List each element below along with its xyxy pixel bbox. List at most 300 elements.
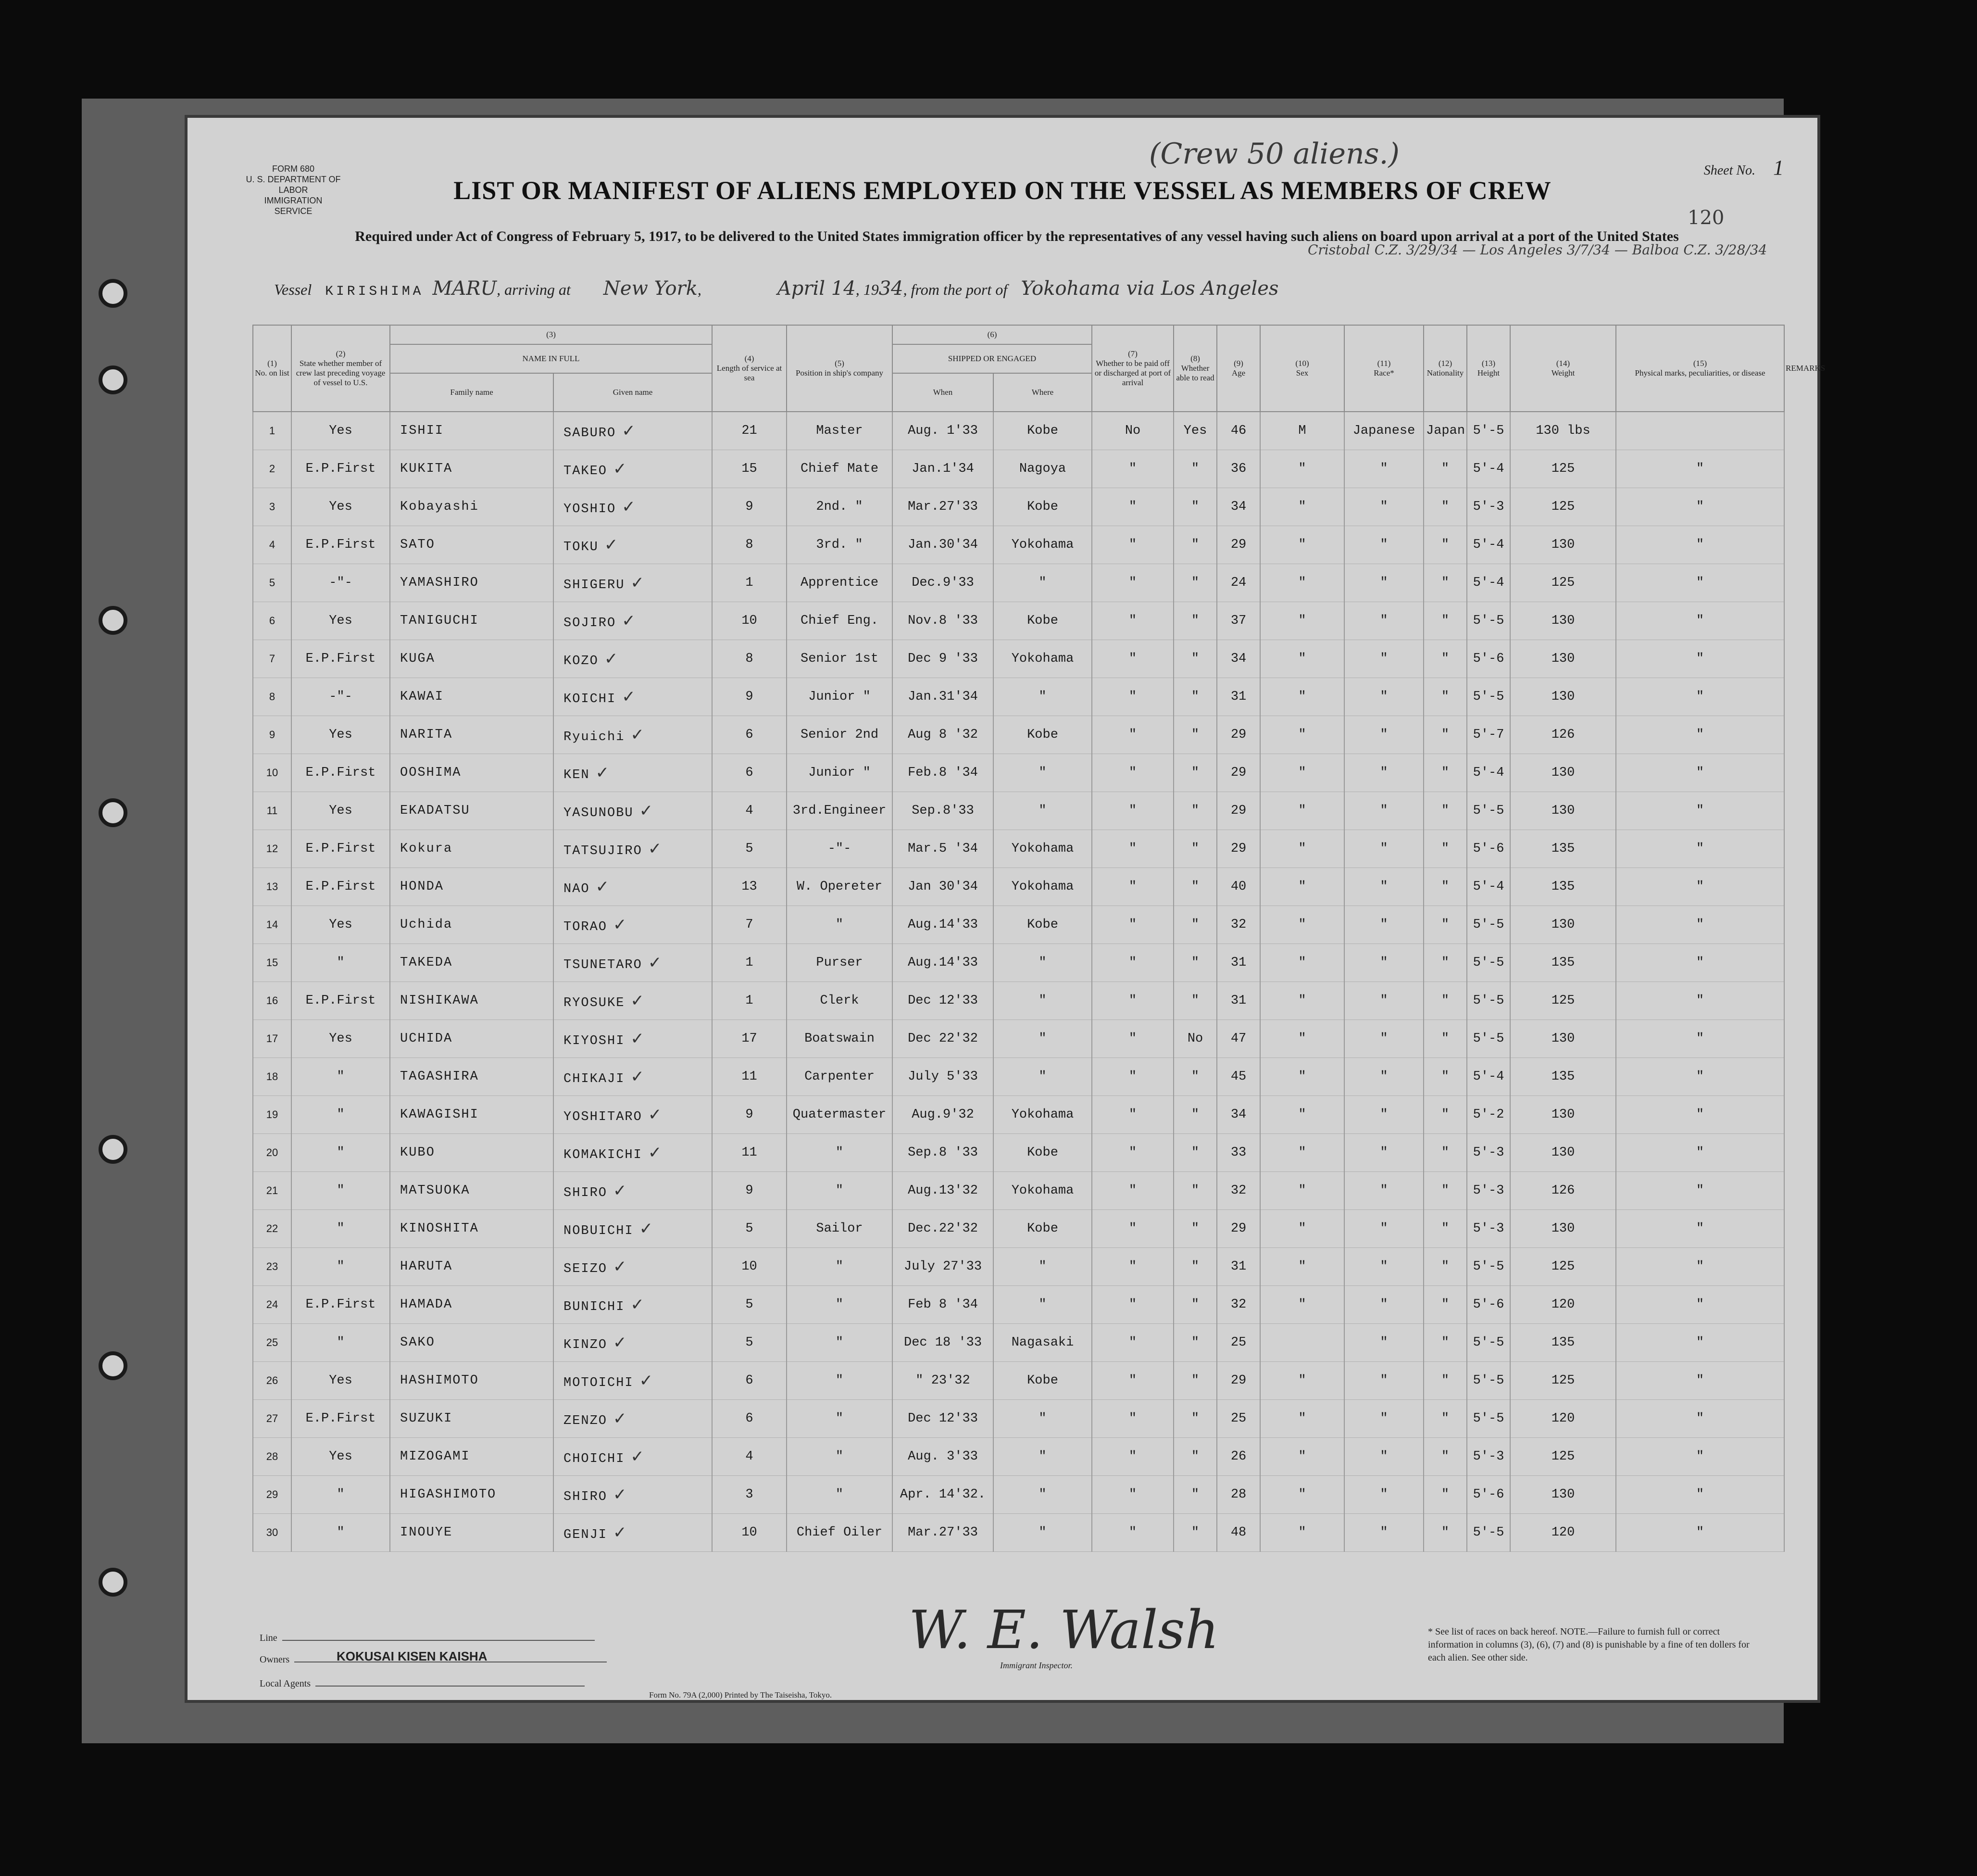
able-to-read-cell — [1174, 1248, 1217, 1286]
position: Sailor — [816, 1221, 863, 1236]
check-mark-icon: ✓ — [604, 535, 619, 554]
given-name: SEIZO — [563, 1262, 608, 1276]
page-number: 120 — [1688, 207, 1725, 229]
shipped-where: Kobe — [1027, 614, 1058, 628]
shipped-when: Aug.14'33 — [908, 956, 978, 970]
col-given-name-header: Given name — [553, 373, 712, 412]
service-length: 5 — [745, 1335, 753, 1350]
table-row — [253, 1362, 1784, 1400]
able-to-read: " — [1191, 1070, 1200, 1084]
shipped-when-cell — [892, 564, 993, 602]
binder-hole — [99, 279, 127, 308]
shipped-when: Dec 18 '33 — [904, 1335, 982, 1350]
shipped-where-cell — [993, 1438, 1092, 1476]
shipped-where: " — [1039, 690, 1047, 704]
nationality-cell — [1424, 526, 1467, 564]
previous-voyage-cell — [291, 982, 390, 1020]
age: 31 — [1230, 690, 1247, 704]
age: 31 — [1230, 1259, 1247, 1274]
family-name: HONDA — [400, 880, 444, 894]
age-cell — [1217, 1400, 1260, 1438]
height-cell — [1467, 488, 1510, 526]
previous-voyage-cell — [291, 754, 390, 792]
race-cell — [1344, 412, 1424, 450]
previous-voyage: Yes — [329, 500, 352, 514]
nationality-cell — [1424, 868, 1467, 906]
height-cell — [1467, 526, 1510, 564]
height: 5'-6 — [1473, 1297, 1504, 1312]
able-to-read: " — [1191, 842, 1200, 856]
physical-marks-cell — [1616, 906, 1784, 944]
paid-off: No — [1125, 424, 1141, 438]
family-name: SUZUKI — [400, 1411, 453, 1426]
check-mark-icon: ✓ — [604, 649, 619, 668]
race-cell — [1344, 1058, 1424, 1096]
race-cell — [1344, 792, 1424, 830]
row-number: 6 — [269, 615, 275, 627]
previous-voyage-cell — [291, 1172, 390, 1210]
height: 5'-4 — [1473, 462, 1504, 476]
service-length: 9 — [745, 1108, 753, 1122]
service-length-cell — [712, 1020, 787, 1058]
age-cell — [1217, 868, 1260, 906]
family-name: INOUYE — [400, 1525, 453, 1540]
given-name: YOSHIO — [563, 502, 616, 516]
previous-voyage-cell — [291, 526, 390, 564]
sex: " — [1298, 994, 1306, 1008]
age-cell — [1217, 488, 1260, 526]
weight-cell — [1510, 1438, 1616, 1476]
able-to-read-cell — [1174, 1438, 1217, 1476]
age: 32 — [1230, 1184, 1247, 1198]
shipped-when: Aug. 3'33 — [908, 1449, 978, 1464]
crew-rows — [253, 412, 1784, 1552]
height-cell — [1467, 1286, 1510, 1324]
previous-voyage-cell — [291, 1362, 390, 1400]
shipped-where: " — [1039, 1297, 1047, 1312]
position: " — [835, 1411, 844, 1426]
given-name-cell — [553, 1134, 712, 1172]
previous-voyage: Yes — [329, 918, 352, 932]
service-length-cell — [712, 640, 787, 678]
position-cell — [787, 1476, 892, 1514]
service-length: 7 — [745, 918, 753, 932]
shipped-when: Jan.1'34 — [912, 462, 974, 476]
row-number-cell — [253, 1020, 291, 1058]
nationality: Japan — [1426, 424, 1465, 438]
given-name-cell — [553, 1362, 712, 1400]
weight-cell — [1510, 1134, 1616, 1172]
position-cell — [787, 1248, 892, 1286]
race-cell — [1344, 526, 1424, 564]
height-cell — [1467, 1362, 1510, 1400]
paid-off-cell — [1092, 412, 1174, 450]
physical-marks: " — [1696, 956, 1704, 970]
physical-marks-cell — [1616, 564, 1784, 602]
weight-cell — [1510, 564, 1616, 602]
given-name-cell — [553, 1210, 712, 1248]
row-number-cell — [253, 1438, 291, 1476]
able-to-read-cell — [1174, 526, 1217, 564]
shipped-when: Aug.13'32 — [908, 1184, 978, 1198]
arriving-port: New York — [603, 277, 698, 300]
race-cell — [1344, 1324, 1424, 1362]
given-name: GENJI — [563, 1528, 608, 1542]
shipped-where-cell — [993, 1362, 1092, 1400]
manifest-sheet — [188, 118, 1826, 1700]
weight: 130 — [1551, 1108, 1575, 1122]
table-row — [253, 1324, 1784, 1362]
able-to-read-cell — [1174, 564, 1217, 602]
family-name-cell — [390, 792, 553, 830]
shipped-when-cell — [892, 640, 993, 678]
physical-marks: " — [1696, 1411, 1704, 1426]
shipped-when-cell — [892, 906, 993, 944]
age-cell — [1217, 678, 1260, 716]
row-number-cell — [253, 1134, 291, 1172]
row-number: 4 — [269, 539, 275, 551]
weight: 120 — [1551, 1297, 1575, 1312]
position: Quatermaster — [792, 1108, 887, 1122]
age-cell — [1217, 716, 1260, 754]
sex: " — [1298, 766, 1306, 780]
shipped-when-cell — [892, 1476, 993, 1514]
service-length-cell — [712, 602, 787, 640]
inspector-signature: W. E. Walsh — [909, 1599, 1219, 1661]
able-to-read-cell — [1174, 678, 1217, 716]
physical-marks: " — [1696, 614, 1704, 628]
physical-marks: " — [1696, 728, 1704, 742]
family-name-cell — [390, 1324, 553, 1362]
table-row — [253, 1476, 1784, 1514]
height: 5'-5 — [1473, 1032, 1504, 1046]
shipped-when-cell — [892, 412, 993, 450]
sex-cell — [1260, 716, 1344, 754]
weight: 125 — [1551, 576, 1575, 590]
height-cell — [1467, 754, 1510, 792]
nationality: " — [1441, 500, 1450, 514]
nationality-cell — [1424, 982, 1467, 1020]
position-cell — [787, 1324, 892, 1362]
able-to-read: " — [1191, 880, 1200, 894]
service-length-cell — [712, 1058, 787, 1096]
physical-marks-cell — [1616, 1514, 1784, 1552]
race-cell — [1344, 640, 1424, 678]
service-length-cell — [712, 944, 787, 982]
physical-marks: " — [1696, 1108, 1704, 1122]
able-to-read-cell — [1174, 1172, 1217, 1210]
col-family-name-header: Family name — [390, 373, 553, 412]
physical-marks: " — [1696, 1297, 1704, 1312]
weight: 130 lbs — [1536, 424, 1590, 438]
service-length: 6 — [745, 728, 753, 742]
family-name: KAWAI — [400, 690, 444, 704]
nationality: " — [1441, 880, 1450, 894]
age-cell — [1217, 1172, 1260, 1210]
shipped-where-cell — [993, 1248, 1092, 1286]
able-to-read-cell — [1174, 412, 1217, 450]
row-number-cell — [253, 678, 291, 716]
height-cell — [1467, 1134, 1510, 1172]
shipped-where: Nagoya — [1019, 462, 1066, 476]
shipped-when: Aug 8 '32 — [908, 728, 978, 742]
age: 29 — [1230, 1373, 1247, 1388]
age-cell — [1217, 1476, 1260, 1514]
service-length: 4 — [745, 804, 753, 818]
physical-marks: " — [1696, 1070, 1704, 1084]
age-cell — [1217, 830, 1260, 868]
paid-off: " — [1128, 1297, 1137, 1312]
paid-off-cell — [1092, 1020, 1174, 1058]
binder-hole — [99, 606, 127, 635]
physical-marks: " — [1696, 842, 1704, 856]
sex-cell — [1260, 1172, 1344, 1210]
nationality: " — [1441, 804, 1450, 818]
weight-cell — [1510, 1362, 1616, 1400]
able-to-read-cell — [1174, 1096, 1217, 1134]
previous-voyage-cell — [291, 1096, 390, 1134]
service-length-cell — [712, 754, 787, 792]
family-name-cell — [390, 602, 553, 640]
age-cell — [1217, 1134, 1260, 1172]
weight: 120 — [1551, 1411, 1575, 1426]
shipped-when: Jan.30'34 — [908, 538, 978, 552]
physical-marks: " — [1696, 1184, 1704, 1198]
height-cell — [1467, 982, 1510, 1020]
position-cell — [787, 906, 892, 944]
table-row — [253, 1286, 1784, 1324]
check-mark-icon: ✓ — [613, 1181, 628, 1200]
given-name-cell — [553, 792, 712, 830]
height-cell — [1467, 450, 1510, 488]
position-cell — [787, 526, 892, 564]
given-name: SHIGERU — [563, 578, 625, 592]
weight-cell — [1510, 868, 1616, 906]
nationality: " — [1441, 1221, 1450, 1236]
shipped-where: Kobe — [1027, 500, 1058, 514]
weight: 130 — [1551, 766, 1575, 780]
shipped-when: Jan.31'34 — [908, 690, 978, 704]
row-number: 2 — [269, 463, 275, 475]
given-name-cell — [553, 1096, 712, 1134]
able-to-read-cell — [1174, 982, 1217, 1020]
position: " — [835, 1373, 844, 1388]
local-agents-field: Local Agents — [260, 1678, 585, 1689]
position-cell — [787, 488, 892, 526]
position-cell — [787, 792, 892, 830]
crew-count-note: (Crew 50 aliens.) — [1149, 137, 1400, 171]
race: " — [1380, 1411, 1388, 1426]
previous-voyage-cell — [291, 1134, 390, 1172]
row-number-cell — [253, 1324, 291, 1362]
previous-voyage-cell — [291, 488, 390, 526]
position: " — [835, 1259, 844, 1274]
able-to-read-cell — [1174, 640, 1217, 678]
position-cell — [787, 1286, 892, 1324]
shipped-when-cell — [892, 526, 993, 564]
paid-off-cell — [1092, 716, 1174, 754]
physical-marks: " — [1696, 880, 1704, 894]
race: " — [1380, 842, 1388, 856]
legal-note: * See list of races on back hereof. NOTE.—Failure to furnish full or correct information in columns (3), (6), (7) and (8) is punishable by a fine of ten dollers for each alien. See other side. — [1428, 1626, 1750, 1663]
physical-marks: " — [1696, 690, 1704, 704]
position-cell — [787, 1362, 892, 1400]
sex-cell — [1260, 1514, 1344, 1552]
able-to-read: " — [1191, 728, 1200, 742]
physical-marks-cell — [1616, 716, 1784, 754]
physical-marks: " — [1696, 1335, 1704, 1350]
row-number-cell — [253, 1362, 291, 1400]
age: 29 — [1230, 842, 1247, 856]
position-cell — [787, 868, 892, 906]
sex: " — [1298, 728, 1306, 742]
position-cell — [787, 1134, 892, 1172]
physical-marks-cell — [1616, 678, 1784, 716]
race: " — [1380, 918, 1388, 932]
previous-voyage-cell — [291, 1400, 390, 1438]
previous-voyage: Yes — [329, 1373, 352, 1388]
shipped-where-cell — [993, 868, 1092, 906]
service-length-cell — [712, 1476, 787, 1514]
table-row — [253, 1096, 1784, 1134]
sex-cell — [1260, 450, 1344, 488]
row-number: 30 — [266, 1526, 278, 1538]
service-name: IMMIGRATION SERVICE — [264, 196, 323, 216]
service-length-cell — [712, 1400, 787, 1438]
row-number: 19 — [266, 1108, 278, 1121]
previous-voyage: Yes — [329, 1032, 352, 1046]
service-length: 5 — [745, 1221, 753, 1236]
given-name: CHIKAJI — [563, 1072, 625, 1086]
check-mark-icon: ✓ — [613, 1333, 628, 1352]
vessel-label: Vessel — [274, 281, 312, 298]
paid-off: " — [1128, 1221, 1137, 1236]
age: 37 — [1230, 614, 1247, 628]
height-cell — [1467, 640, 1510, 678]
weight-cell — [1510, 982, 1616, 1020]
row-number-cell — [253, 982, 291, 1020]
shipped-when: Aug. 1'33 — [908, 424, 978, 438]
manifest-footer — [260, 1599, 1750, 1700]
paid-off: " — [1128, 728, 1137, 742]
previous-voyage: -"- — [329, 576, 352, 590]
race: " — [1380, 1146, 1388, 1160]
family-name-cell — [390, 1058, 553, 1096]
previous-voyage-cell — [291, 830, 390, 868]
position-cell — [787, 944, 892, 982]
service-length: 10 — [741, 1259, 757, 1274]
shipped-where: " — [1039, 1487, 1047, 1502]
nationality-cell — [1424, 1514, 1467, 1552]
physical-marks: " — [1696, 576, 1704, 590]
nationality-cell — [1424, 602, 1467, 640]
age: 45 — [1230, 1070, 1247, 1084]
able-to-read-cell — [1174, 1362, 1217, 1400]
shipped-where-cell — [993, 982, 1092, 1020]
shipped-where-cell — [993, 488, 1092, 526]
table-row — [253, 602, 1784, 640]
weight: 130 — [1551, 1221, 1575, 1236]
family-name-cell — [390, 868, 553, 906]
given-name-cell — [553, 754, 712, 792]
position-cell — [787, 1058, 892, 1096]
physical-marks-cell — [1616, 450, 1784, 488]
previous-voyage: E.P.First — [305, 994, 376, 1008]
service-length: 15 — [741, 462, 757, 476]
previous-voyage-cell — [291, 564, 390, 602]
service-length-cell — [712, 716, 787, 754]
physical-marks-cell — [1616, 1286, 1784, 1324]
shipped-where-cell — [993, 1476, 1092, 1514]
position: Chief Oiler — [796, 1525, 883, 1540]
family-name: KAWAGISHI — [400, 1108, 479, 1122]
sex: " — [1298, 880, 1306, 894]
paid-off: " — [1128, 1525, 1137, 1540]
position: Chief Eng. — [801, 614, 879, 628]
check-mark-icon: ✓ — [630, 991, 645, 1010]
given-name-cell — [553, 1058, 712, 1096]
sex-cell — [1260, 1096, 1344, 1134]
sex-cell — [1260, 1362, 1344, 1400]
paid-off-cell — [1092, 1438, 1174, 1476]
check-mark-icon: ✓ — [639, 801, 654, 820]
able-to-read: " — [1191, 918, 1200, 932]
physical-marks: " — [1696, 1449, 1704, 1464]
sex-cell — [1260, 944, 1344, 982]
paid-off-cell — [1092, 982, 1174, 1020]
previous-voyage: E.P.First — [305, 538, 376, 552]
owners-field: Owners — [260, 1654, 607, 1665]
shipped-when-cell — [892, 602, 993, 640]
able-to-read: No — [1187, 1032, 1203, 1046]
check-mark-icon: ✓ — [613, 1485, 628, 1504]
departure-port: Yokohama via Los Angeles — [1021, 277, 1279, 300]
paid-off-cell — [1092, 944, 1174, 982]
position: -"- — [827, 842, 851, 856]
shipped-where: Kobe — [1027, 1373, 1058, 1388]
able-to-read: " — [1191, 576, 1200, 590]
weight-cell — [1510, 716, 1616, 754]
row-number: 13 — [266, 881, 278, 893]
shipped-when: Mar.27'33 — [908, 500, 978, 514]
table-row — [253, 1248, 1784, 1286]
age: 32 — [1230, 918, 1247, 932]
previous-voyage: E.P.First — [305, 462, 376, 476]
previous-voyage-cell — [291, 1210, 390, 1248]
table-row — [253, 640, 1784, 678]
position-cell — [787, 1210, 892, 1248]
nationality: " — [1441, 1297, 1450, 1312]
family-name-cell — [390, 1134, 553, 1172]
shipped-when-cell — [892, 1324, 993, 1362]
row-number: 21 — [266, 1184, 278, 1196]
height-cell — [1467, 906, 1510, 944]
shipped-when: Dec.9'33 — [912, 576, 974, 590]
row-number: 28 — [266, 1450, 278, 1462]
paid-off: " — [1128, 1032, 1137, 1046]
race-cell — [1344, 1362, 1424, 1400]
vessel-name: KIRISHIMA — [325, 284, 424, 299]
family-name: Kokura — [400, 842, 453, 856]
shipped-when: Dec 9 '33 — [908, 652, 978, 666]
physical-marks: " — [1696, 804, 1704, 818]
given-name: KEN — [563, 768, 590, 782]
previous-voyage: " — [337, 1070, 345, 1084]
row-number-cell — [253, 1476, 291, 1514]
row-number-cell — [253, 1096, 291, 1134]
physical-marks-cell — [1616, 982, 1784, 1020]
physical-marks-cell — [1616, 488, 1784, 526]
